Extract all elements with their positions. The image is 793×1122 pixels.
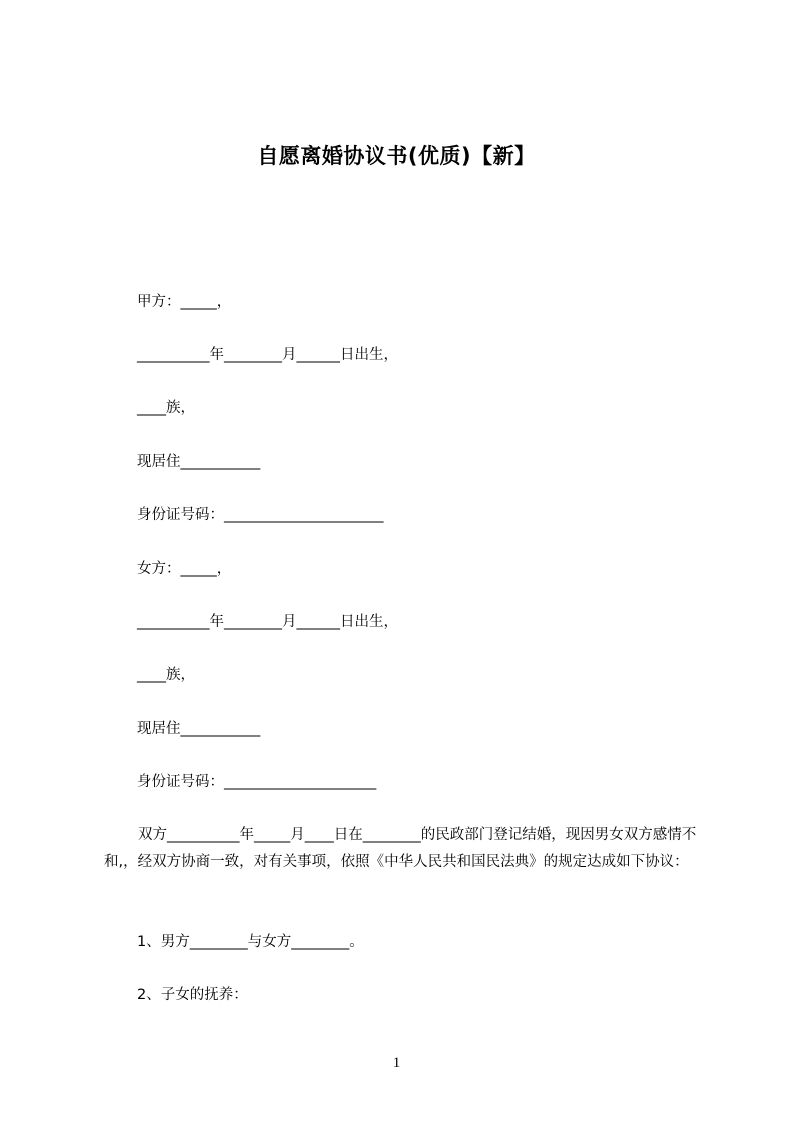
party-b-ethnicity-line: ____族，: [137, 667, 195, 683]
party-a-id-line: 身份证号码：______________________: [137, 507, 384, 523]
party-b-id-line: 身份证号码：_____________________: [137, 774, 377, 790]
document-title: 自愿离婚协议书(优质)【新】: [257, 144, 536, 168]
party-b-birth-line: __________年________月______日出生，: [137, 614, 398, 630]
agreement-preamble-paragraph: 双方__________年_____月____日在________的民政部门登记结婚，现因男女双方感情不和,，经双方协商一致，对有关事项，依照《中华人民共和国民法典》的规定达成如下协议：: [104, 827, 697, 870]
agreement-item-1: 1、男方________与女方________。: [137, 934, 364, 950]
party-b-residence-line: 现居住___________: [137, 721, 261, 737]
party-a-birth-line: __________年________月______日出生，: [137, 347, 398, 363]
party-a-ethnicity-line: ____族，: [137, 400, 195, 416]
party-a-name-line: 甲方：_____，: [137, 294, 232, 310]
page-number: 1: [392, 1055, 401, 1071]
party-b-name-line: 女方：_____，: [137, 561, 232, 577]
party-a-residence-line: 现居住___________: [137, 454, 261, 470]
agreement-item-2: 2、子女的抚养：: [137, 987, 248, 1003]
